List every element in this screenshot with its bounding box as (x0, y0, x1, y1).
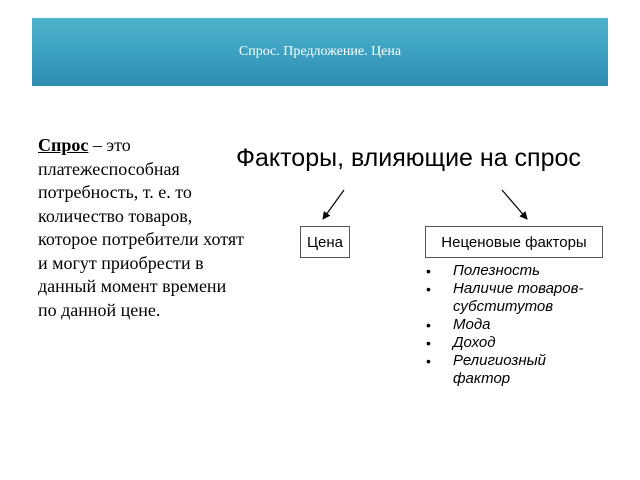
list-item: • Доход (426, 334, 496, 351)
nonprice-factors-box: Неценовые факторы (425, 226, 603, 258)
arrow-to-nonprice (502, 190, 527, 219)
list-item: • Религиозный фактор (426, 352, 547, 387)
price-factor-box: Цена (300, 226, 350, 258)
slide-title: Спрос. Предложение. Цена (238, 44, 402, 59)
bullet: • (426, 353, 431, 369)
definition-term: Спрос (38, 135, 89, 155)
list-item: • Полезность (426, 262, 540, 279)
definition-body: – это платежеспособная потребность, т. е. то количество товаров, которое потребители хотят и могут приобрести в данный момент времени по данной цене. (38, 135, 245, 320)
bullet: • (426, 335, 431, 351)
bullet: • (426, 263, 431, 279)
bullet: • (426, 317, 431, 333)
nonprice-factors-list (426, 262, 606, 388)
arrow-to-price (323, 190, 344, 219)
bullet: • (426, 281, 431, 297)
list-item: • Мода (426, 316, 491, 333)
factors-heading: Факторы, влияющие на спрос (236, 144, 581, 172)
list-item: • Наличие товаров-субститутов (426, 280, 584, 315)
